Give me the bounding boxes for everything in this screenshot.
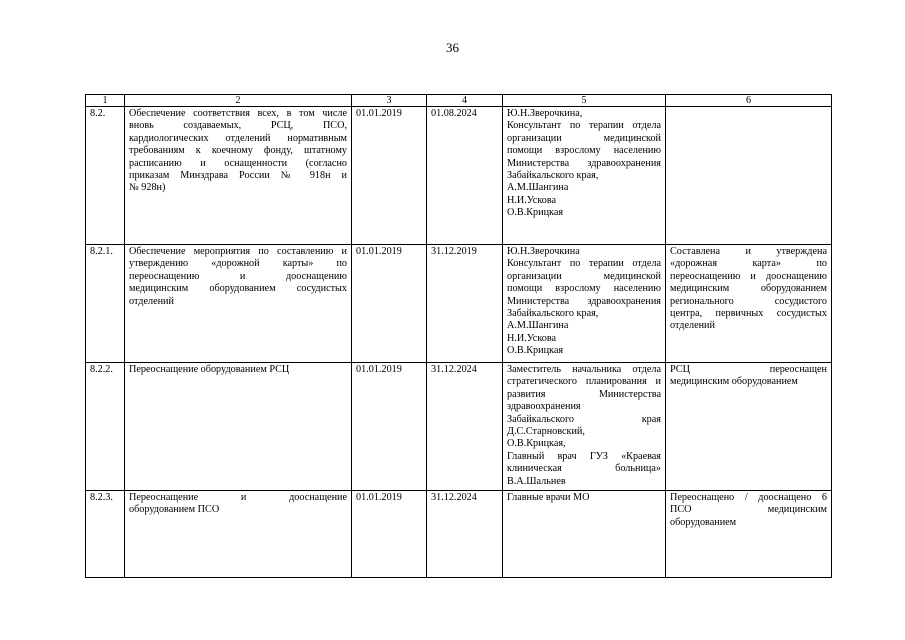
row-responsible (503, 245, 666, 363)
row-end-date: 01.08.2024 (427, 107, 503, 245)
responsible-line: помощи взрослому населению (507, 283, 661, 295)
plan-table (85, 94, 832, 578)
row-description (125, 491, 352, 578)
responsible-line: Д.С.Старновский, (507, 426, 585, 438)
responsible-line: организации медицинской (507, 132, 661, 144)
table-row (86, 491, 832, 578)
row-result (666, 107, 832, 245)
responsible-line: Министерства здравоохранения (507, 157, 661, 169)
responsible-line: В.А.Шальнев (507, 475, 566, 487)
description-line: вновь создаваемых, РСЦ, ПСО, (129, 120, 347, 132)
row-end-date: 31.12.2019 (427, 245, 503, 363)
row-number: 8.2. (86, 107, 125, 245)
responsible-line: Ю.Н.Зверочкина, (507, 108, 583, 119)
row-responsible (503, 491, 666, 578)
responsible-line: Ю.Н.Зверочкина (507, 246, 580, 257)
table-row (86, 245, 832, 363)
responsible-line: О.В.Крицкая (507, 345, 564, 357)
responsible-line: Н.И.Ускова (507, 194, 557, 206)
responsible-line: А.М.Шангина (507, 182, 569, 194)
row-number: 8.2.1. (86, 245, 125, 363)
row-number: 8.2.3. (86, 491, 125, 578)
responsible-line: помощи взрослому населению (507, 145, 661, 157)
result-line: переоснащению и дооснащению (670, 270, 827, 282)
row-description (125, 107, 352, 245)
result-line: центра, первичных сосудистых (670, 308, 827, 320)
row-start-date: 01.01.2019 (352, 107, 427, 245)
responsible-line: Главные врачи МО (507, 492, 590, 503)
result-line: медицинским оборудованием (670, 283, 827, 295)
responsible-line: Заместитель начальника отдела (507, 364, 661, 375)
result-line: РСЦ переоснащен (670, 364, 827, 375)
responsible-line: Главный врач ГУЗ «Краевая (507, 450, 661, 462)
row-description (125, 245, 352, 363)
responsible-line: здравоохранения (507, 401, 581, 413)
result-line: регионального сосудистого (670, 295, 827, 307)
description-line: требованиям к коечному фонду, штатному (129, 145, 347, 157)
row-start-date: 01.01.2019 (352, 491, 427, 578)
header-col-6: 6 (666, 95, 832, 107)
description-line: отделений (129, 295, 174, 307)
header-col-3: 3 (352, 95, 427, 107)
row-result (666, 245, 832, 363)
row-responsible (503, 363, 666, 491)
header-row (86, 95, 832, 107)
responsible-line: стратегического планирования и (507, 376, 661, 388)
header-col-1: 1 (86, 95, 125, 107)
result-line: Составлена и утверждена (670, 246, 827, 257)
header-col-2: 2 (125, 95, 352, 107)
description-line: Переоснащение и дооснащение (129, 492, 347, 503)
description-line: расписанию и оснащенности (согласно (129, 157, 347, 169)
row-result (666, 363, 832, 491)
result-line: отделений (670, 320, 715, 332)
description-line: Переоснащение оборудованием РСЦ (129, 364, 290, 375)
result-line: Переоснащено / дооснащено 6 (670, 492, 827, 503)
description-line: медицинским оборудованием сосудистых (129, 283, 347, 295)
description-line: Обеспечение соответствия всех, в том числе (129, 108, 347, 119)
header-col-4: 4 (427, 95, 503, 107)
row-start-date: 01.01.2019 (352, 363, 427, 491)
responsible-line: Забайкальского края, (507, 308, 599, 320)
result-line: оборудованием (670, 516, 737, 528)
responsible-line: О.В.Крицкая, (507, 438, 566, 450)
result-line: ПСО медицинским (670, 504, 827, 516)
responsible-line: клиническая больница» (507, 463, 661, 475)
responsible-line: Министерства здравоохранения (507, 295, 661, 307)
responsible-line: А.М.Шангина (507, 320, 569, 332)
table-row (86, 363, 832, 491)
description-line: оборудованием ПСО (129, 504, 220, 516)
responsible-line: Забайкальского края (507, 413, 661, 425)
responsible-line: О.В.Крицкая (507, 207, 564, 219)
description-line: кардиологических отделений нормативным (129, 132, 347, 144)
header-col-5: 5 (503, 95, 666, 107)
row-responsible (503, 107, 666, 245)
responsible-line: Забайкальского края, (507, 170, 599, 182)
responsible-line: Консультант по терапии отдела (507, 120, 661, 132)
responsible-line: Н.И.Ускова (507, 332, 557, 344)
row-end-date: 31.12.2024 (427, 363, 503, 491)
result-line: медицинским оборудованием (670, 376, 798, 388)
result-line: «дорожная карта» по (670, 258, 827, 270)
page-number: 36 (446, 40, 459, 55)
description-line: утверждению «дорожной карты» по (129, 258, 347, 270)
table-row (86, 107, 832, 245)
description-line: № 928н) (129, 182, 166, 194)
description-line: приказам Минздрава России № 918н и (129, 170, 347, 182)
row-result (666, 491, 832, 578)
row-number: 8.2.2. (86, 363, 125, 491)
row-description (125, 363, 352, 491)
responsible-line: развития Министерства (507, 388, 661, 400)
row-end-date: 31.12.2024 (427, 491, 503, 578)
row-start-date: 01.01.2019 (352, 245, 427, 363)
responsible-line: организации медицинской (507, 270, 661, 282)
description-line: переоснащению и дооснащению (129, 270, 347, 282)
responsible-line: Консультант по терапии отдела (507, 258, 661, 270)
description-line: Обеспечение мероприятия по составлению и (129, 246, 347, 257)
